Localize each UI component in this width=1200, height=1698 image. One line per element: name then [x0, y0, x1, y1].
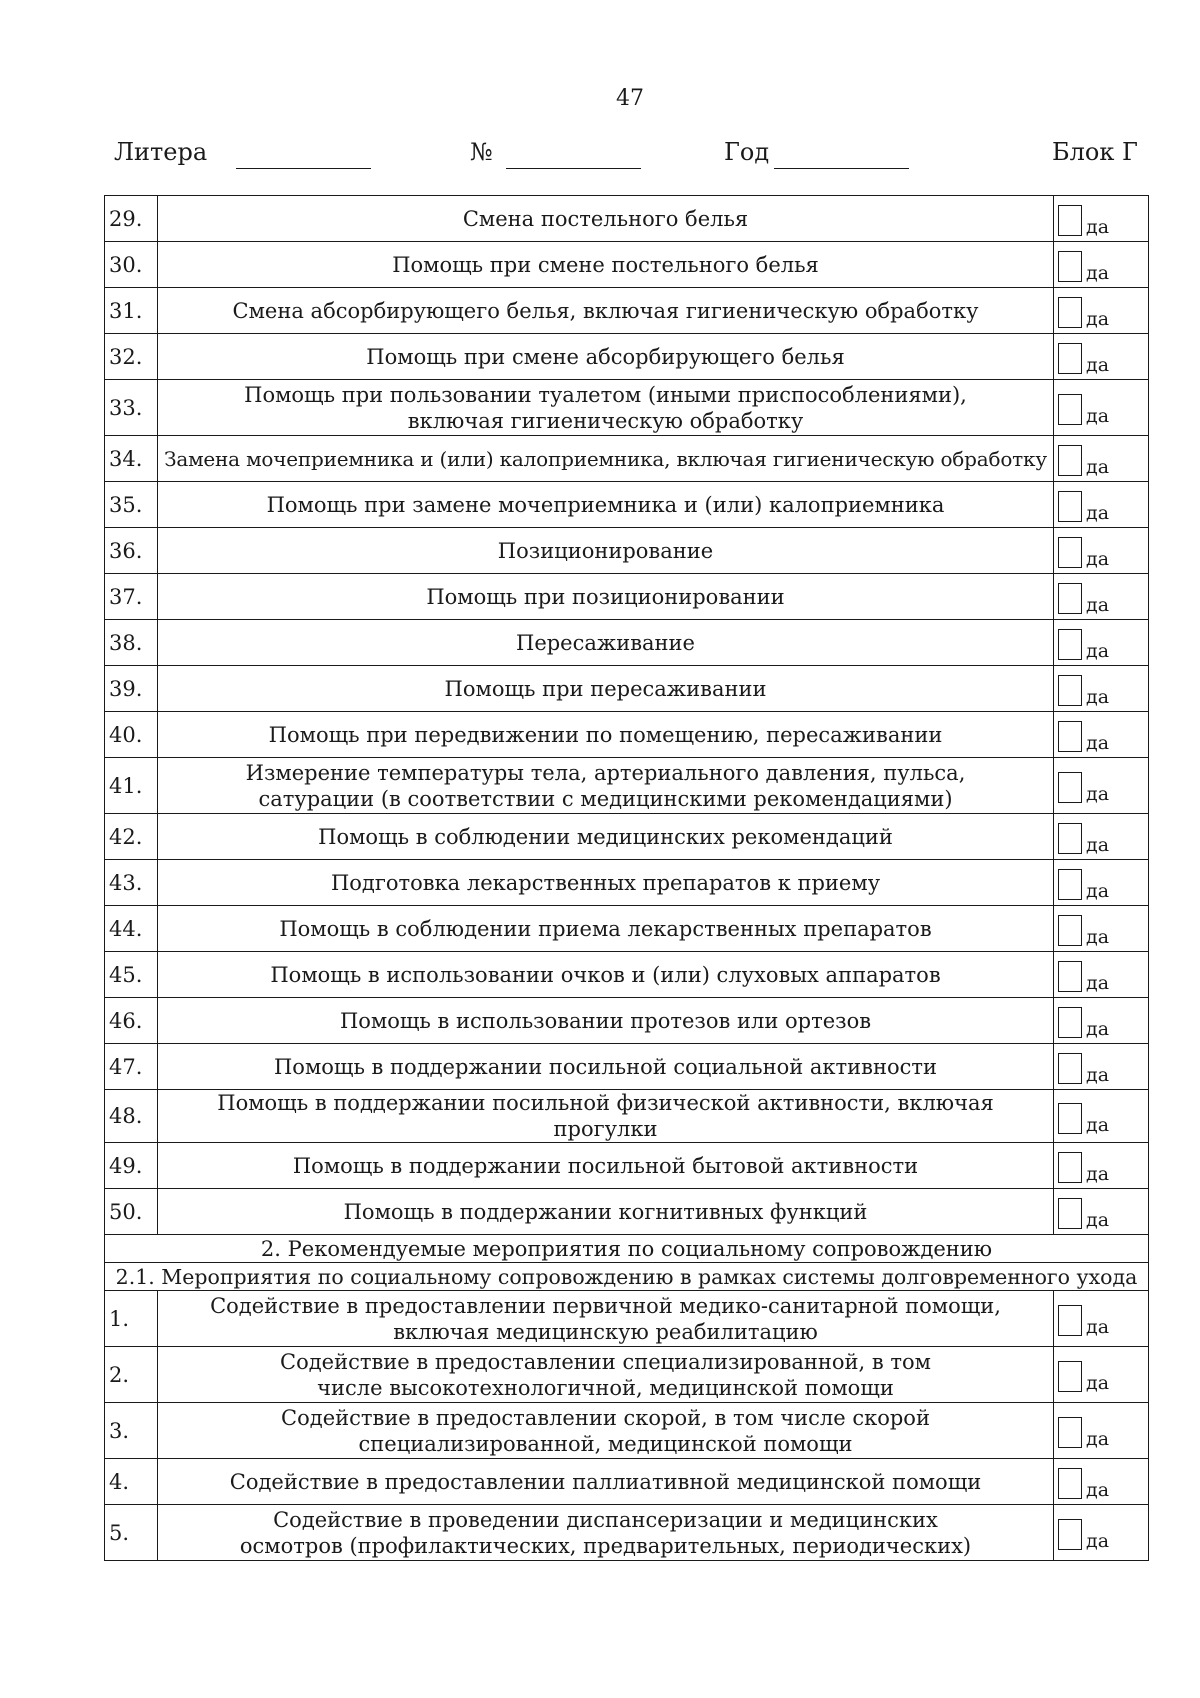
checkbox-icon[interactable]	[1058, 721, 1082, 752]
row-description: Помощь при передвижении по помещению, пересаживании	[158, 712, 1054, 758]
row-description: Помощь при замене мочеприемника и (или) калоприемника	[158, 482, 1054, 528]
checkbox-icon[interactable]	[1058, 491, 1082, 522]
row-description: Помощь при смене абсорбирующего белья	[158, 334, 1054, 380]
checkbox-label: да	[1086, 1064, 1110, 1086]
table-row	[105, 1143, 1149, 1189]
year-field[interactable]	[774, 168, 909, 169]
row-number: 35.	[105, 482, 158, 528]
row-description: Помощь в поддержании посильной физической активности, включая прогулки	[158, 1090, 1054, 1143]
litera-label: Литера	[114, 138, 208, 166]
row-description: Замена мочеприемника и (или) калоприемника, включая гигиеническую обработку	[158, 436, 1054, 482]
yes-checkbox[interactable]	[1054, 1347, 1149, 1403]
yes-checkbox[interactable]	[1054, 242, 1149, 288]
row-description: Смена абсорбирующего белья, включая гигиеническую обработку	[158, 288, 1054, 334]
row-number: 50.	[105, 1189, 158, 1235]
checkbox-label: да	[1086, 594, 1110, 616]
row-number: 47.	[105, 1044, 158, 1090]
table-row	[105, 666, 1149, 712]
checkbox-label: да	[1086, 1372, 1110, 1394]
row-number: 3.	[105, 1403, 158, 1459]
checkbox-icon[interactable]	[1058, 1519, 1082, 1550]
checkbox-icon[interactable]	[1058, 1007, 1082, 1038]
yes-checkbox[interactable]	[1054, 1291, 1149, 1347]
checkbox-icon[interactable]	[1058, 869, 1082, 900]
yes-checkbox[interactable]	[1054, 712, 1149, 758]
yes-checkbox[interactable]	[1054, 1090, 1149, 1143]
row-description: Содействие в предоставлении специализированной, в том числе высокотехнологичной, медицинской помощи	[158, 1347, 1054, 1403]
yes-checkbox[interactable]	[1054, 1189, 1149, 1235]
table-row	[105, 242, 1149, 288]
checkbox-icon[interactable]	[1058, 1417, 1082, 1448]
yes-checkbox[interactable]	[1054, 436, 1149, 482]
block-label: Блок Г	[1052, 138, 1138, 166]
row-number: 40.	[105, 712, 158, 758]
yes-checkbox[interactable]	[1054, 860, 1149, 906]
number-field[interactable]	[506, 168, 641, 169]
checkbox-icon[interactable]	[1058, 537, 1082, 568]
row-number: 5.	[105, 1505, 158, 1561]
section-row	[105, 1235, 1149, 1263]
table-row	[105, 1189, 1149, 1235]
year-label: Год	[724, 138, 770, 166]
yes-checkbox[interactable]	[1054, 758, 1149, 814]
row-description: Позиционирование	[158, 528, 1054, 574]
yes-checkbox[interactable]	[1054, 1459, 1149, 1505]
row-number: 46.	[105, 998, 158, 1044]
row-description: Помощь в использовании протезов или ортезов	[158, 998, 1054, 1044]
checkbox-label: да	[1086, 1530, 1110, 1552]
row-number: 36.	[105, 528, 158, 574]
row-number: 39.	[105, 666, 158, 712]
row-description: Помощь при пользовании туалетом (иными приспособлениями), включая гигиеническую обработку	[158, 380, 1054, 436]
checkbox-label: да	[1086, 216, 1110, 238]
yes-checkbox[interactable]	[1054, 814, 1149, 860]
table-row	[105, 482, 1149, 528]
checkbox-label: да	[1086, 354, 1110, 376]
yes-checkbox[interactable]	[1054, 1044, 1149, 1090]
checkbox-label: да	[1086, 834, 1110, 856]
yes-checkbox[interactable]	[1054, 528, 1149, 574]
row-number: 48.	[105, 1090, 158, 1143]
table-row	[105, 758, 1149, 814]
row-description: Помощь в соблюдении медицинских рекомендаций	[158, 814, 1054, 860]
yes-checkbox[interactable]	[1054, 998, 1149, 1044]
row-number: 44.	[105, 906, 158, 952]
row-number: 45.	[105, 952, 158, 998]
table-row	[105, 1291, 1149, 1347]
table-row	[105, 196, 1149, 242]
checkbox-icon[interactable]	[1058, 1053, 1082, 1084]
row-description: Содействие в проведении диспансеризации и медицинских осмотров (профилактических, предварительных, периодических)	[158, 1505, 1054, 1561]
checkbox-label: да	[1086, 1113, 1110, 1136]
services-table	[104, 195, 1149, 1561]
table-row	[105, 528, 1149, 574]
row-description: Смена постельного белья	[158, 196, 1054, 242]
yes-checkbox[interactable]	[1054, 1143, 1149, 1189]
table-row	[105, 860, 1149, 906]
checkbox-label: да	[1086, 262, 1110, 284]
yes-checkbox[interactable]	[1054, 620, 1149, 666]
checkbox-icon[interactable]	[1058, 583, 1082, 614]
section-heading: 2. Рекомендуемые мероприятия по социальному сопровождению	[105, 1235, 1149, 1263]
yes-checkbox[interactable]	[1054, 380, 1149, 436]
checkbox-icon[interactable]	[1058, 251, 1082, 282]
table-row	[105, 620, 1149, 666]
litera-field[interactable]	[236, 168, 371, 169]
checkbox-icon[interactable]	[1058, 1152, 1082, 1183]
checkbox-icon[interactable]	[1058, 675, 1082, 706]
row-description: Содействие в предоставлении паллиативной медицинской помощи	[158, 1459, 1054, 1505]
row-number: 1.	[105, 1291, 158, 1347]
checkbox-icon[interactable]	[1058, 297, 1082, 328]
row-number: 2.	[105, 1347, 158, 1403]
row-description: Помощь в соблюдении приема лекарственных препаратов	[158, 906, 1054, 952]
yes-checkbox[interactable]	[1054, 666, 1149, 712]
table-row	[105, 814, 1149, 860]
row-description: Помощь при пересаживании	[158, 666, 1054, 712]
checkbox-label: да	[1086, 640, 1110, 662]
checkbox-icon[interactable]	[1058, 1198, 1082, 1229]
row-description: Помощь в использовании очков и (или) слуховых аппаратов	[158, 952, 1054, 998]
row-description: Помощь в поддержании посильной бытовой активности	[158, 1143, 1054, 1189]
table-row	[105, 1044, 1149, 1090]
table-row	[105, 1347, 1149, 1403]
checkbox-label: да	[1086, 732, 1110, 754]
row-description: Подготовка лекарственных препаратов к приему	[158, 860, 1054, 906]
checkbox-label: да	[1086, 456, 1110, 478]
form-header	[114, 138, 1138, 172]
checkbox-label: да	[1086, 926, 1110, 948]
number-label: №	[470, 138, 493, 166]
row-number: 30.	[105, 242, 158, 288]
row-description: Помощь в поддержании посильной социальной активности	[158, 1044, 1054, 1090]
table-row	[105, 906, 1149, 952]
table-row	[105, 998, 1149, 1044]
table-row	[105, 574, 1149, 620]
yes-checkbox[interactable]	[1054, 1505, 1149, 1561]
checkbox-label: да	[1086, 783, 1110, 805]
checkbox-label: да	[1086, 1479, 1110, 1501]
checkbox-icon[interactable]	[1058, 1361, 1082, 1392]
row-description: Помощь при позиционировании	[158, 574, 1054, 620]
yes-checkbox[interactable]	[1054, 952, 1149, 998]
yes-checkbox[interactable]	[1054, 196, 1149, 242]
checkbox-icon[interactable]	[1058, 1468, 1082, 1499]
checkbox-label: да	[1086, 1428, 1110, 1450]
yes-checkbox[interactable]	[1054, 288, 1149, 334]
table-row	[105, 952, 1149, 998]
checkbox-icon[interactable]	[1058, 343, 1082, 374]
row-description: Измерение температуры тела, артериального давления, пульса, сатурации (в соответствии с медицинскими рекомендациями)	[158, 758, 1054, 814]
table-row	[105, 1403, 1149, 1459]
checkbox-label: да	[1086, 972, 1110, 994]
subsection-heading: 2.1. Мероприятия по социальному сопровождению в рамках системы долговременного ухода	[105, 1263, 1149, 1291]
checkbox-icon[interactable]	[1058, 1305, 1082, 1336]
row-number: 38.	[105, 620, 158, 666]
checkbox-label: да	[1086, 548, 1110, 570]
checkbox-label: да	[1086, 502, 1110, 524]
row-description: Содействие в предоставлении скорой, в том числе скорой специализированной, медицинской помощи	[158, 1403, 1054, 1459]
row-number: 29.	[105, 196, 158, 242]
yes-checkbox[interactable]	[1054, 574, 1149, 620]
row-number: 31.	[105, 288, 158, 334]
row-number: 37.	[105, 574, 158, 620]
checkbox-label: да	[1086, 880, 1110, 902]
row-description: Содействие в предоставлении первичной медико-санитарной помощи, включая медицинскую реабилитацию	[158, 1291, 1054, 1347]
yes-checkbox[interactable]	[1054, 482, 1149, 528]
row-number: 41.	[105, 758, 158, 814]
checkbox-label: да	[1086, 1163, 1110, 1185]
checkbox-icon[interactable]	[1058, 394, 1082, 425]
checkbox-label: да	[1086, 405, 1110, 427]
row-number: 49.	[105, 1143, 158, 1189]
yes-checkbox[interactable]	[1054, 334, 1149, 380]
checkbox-icon[interactable]	[1058, 1103, 1082, 1134]
row-number: 33.	[105, 380, 158, 436]
table-row	[105, 288, 1149, 334]
checkbox-label: да	[1086, 1209, 1110, 1231]
section-row	[105, 1263, 1149, 1291]
checkbox-icon[interactable]	[1058, 629, 1082, 660]
row-number: 43.	[105, 860, 158, 906]
table-row	[105, 712, 1149, 758]
row-number: 4.	[105, 1459, 158, 1505]
row-number: 32.	[105, 334, 158, 380]
checkbox-label: да	[1086, 686, 1110, 708]
row-number: 42.	[105, 814, 158, 860]
page-number: 47	[616, 86, 644, 111]
table-row	[105, 334, 1149, 380]
checkbox-icon[interactable]	[1058, 445, 1082, 476]
checkbox-icon[interactable]	[1058, 915, 1082, 946]
checkbox-label: да	[1086, 1018, 1110, 1040]
table-row	[105, 380, 1149, 436]
checkbox-icon[interactable]	[1058, 205, 1082, 236]
checkbox-icon[interactable]	[1058, 772, 1082, 803]
checkbox-label: да	[1086, 1316, 1110, 1338]
row-description: Помощь в поддержании когнитивных функций	[158, 1189, 1054, 1235]
table-row	[105, 1459, 1149, 1505]
row-description: Помощь при смене постельного белья	[158, 242, 1054, 288]
yes-checkbox[interactable]	[1054, 1403, 1149, 1459]
checkbox-label: да	[1086, 308, 1110, 330]
table-row	[105, 1090, 1149, 1143]
row-number: 34.	[105, 436, 158, 482]
checkbox-icon[interactable]	[1058, 961, 1082, 992]
table-row	[105, 436, 1149, 482]
checkbox-icon[interactable]	[1058, 823, 1082, 854]
row-description: Пересаживание	[158, 620, 1054, 666]
yes-checkbox[interactable]	[1054, 906, 1149, 952]
table-row	[105, 1505, 1149, 1561]
